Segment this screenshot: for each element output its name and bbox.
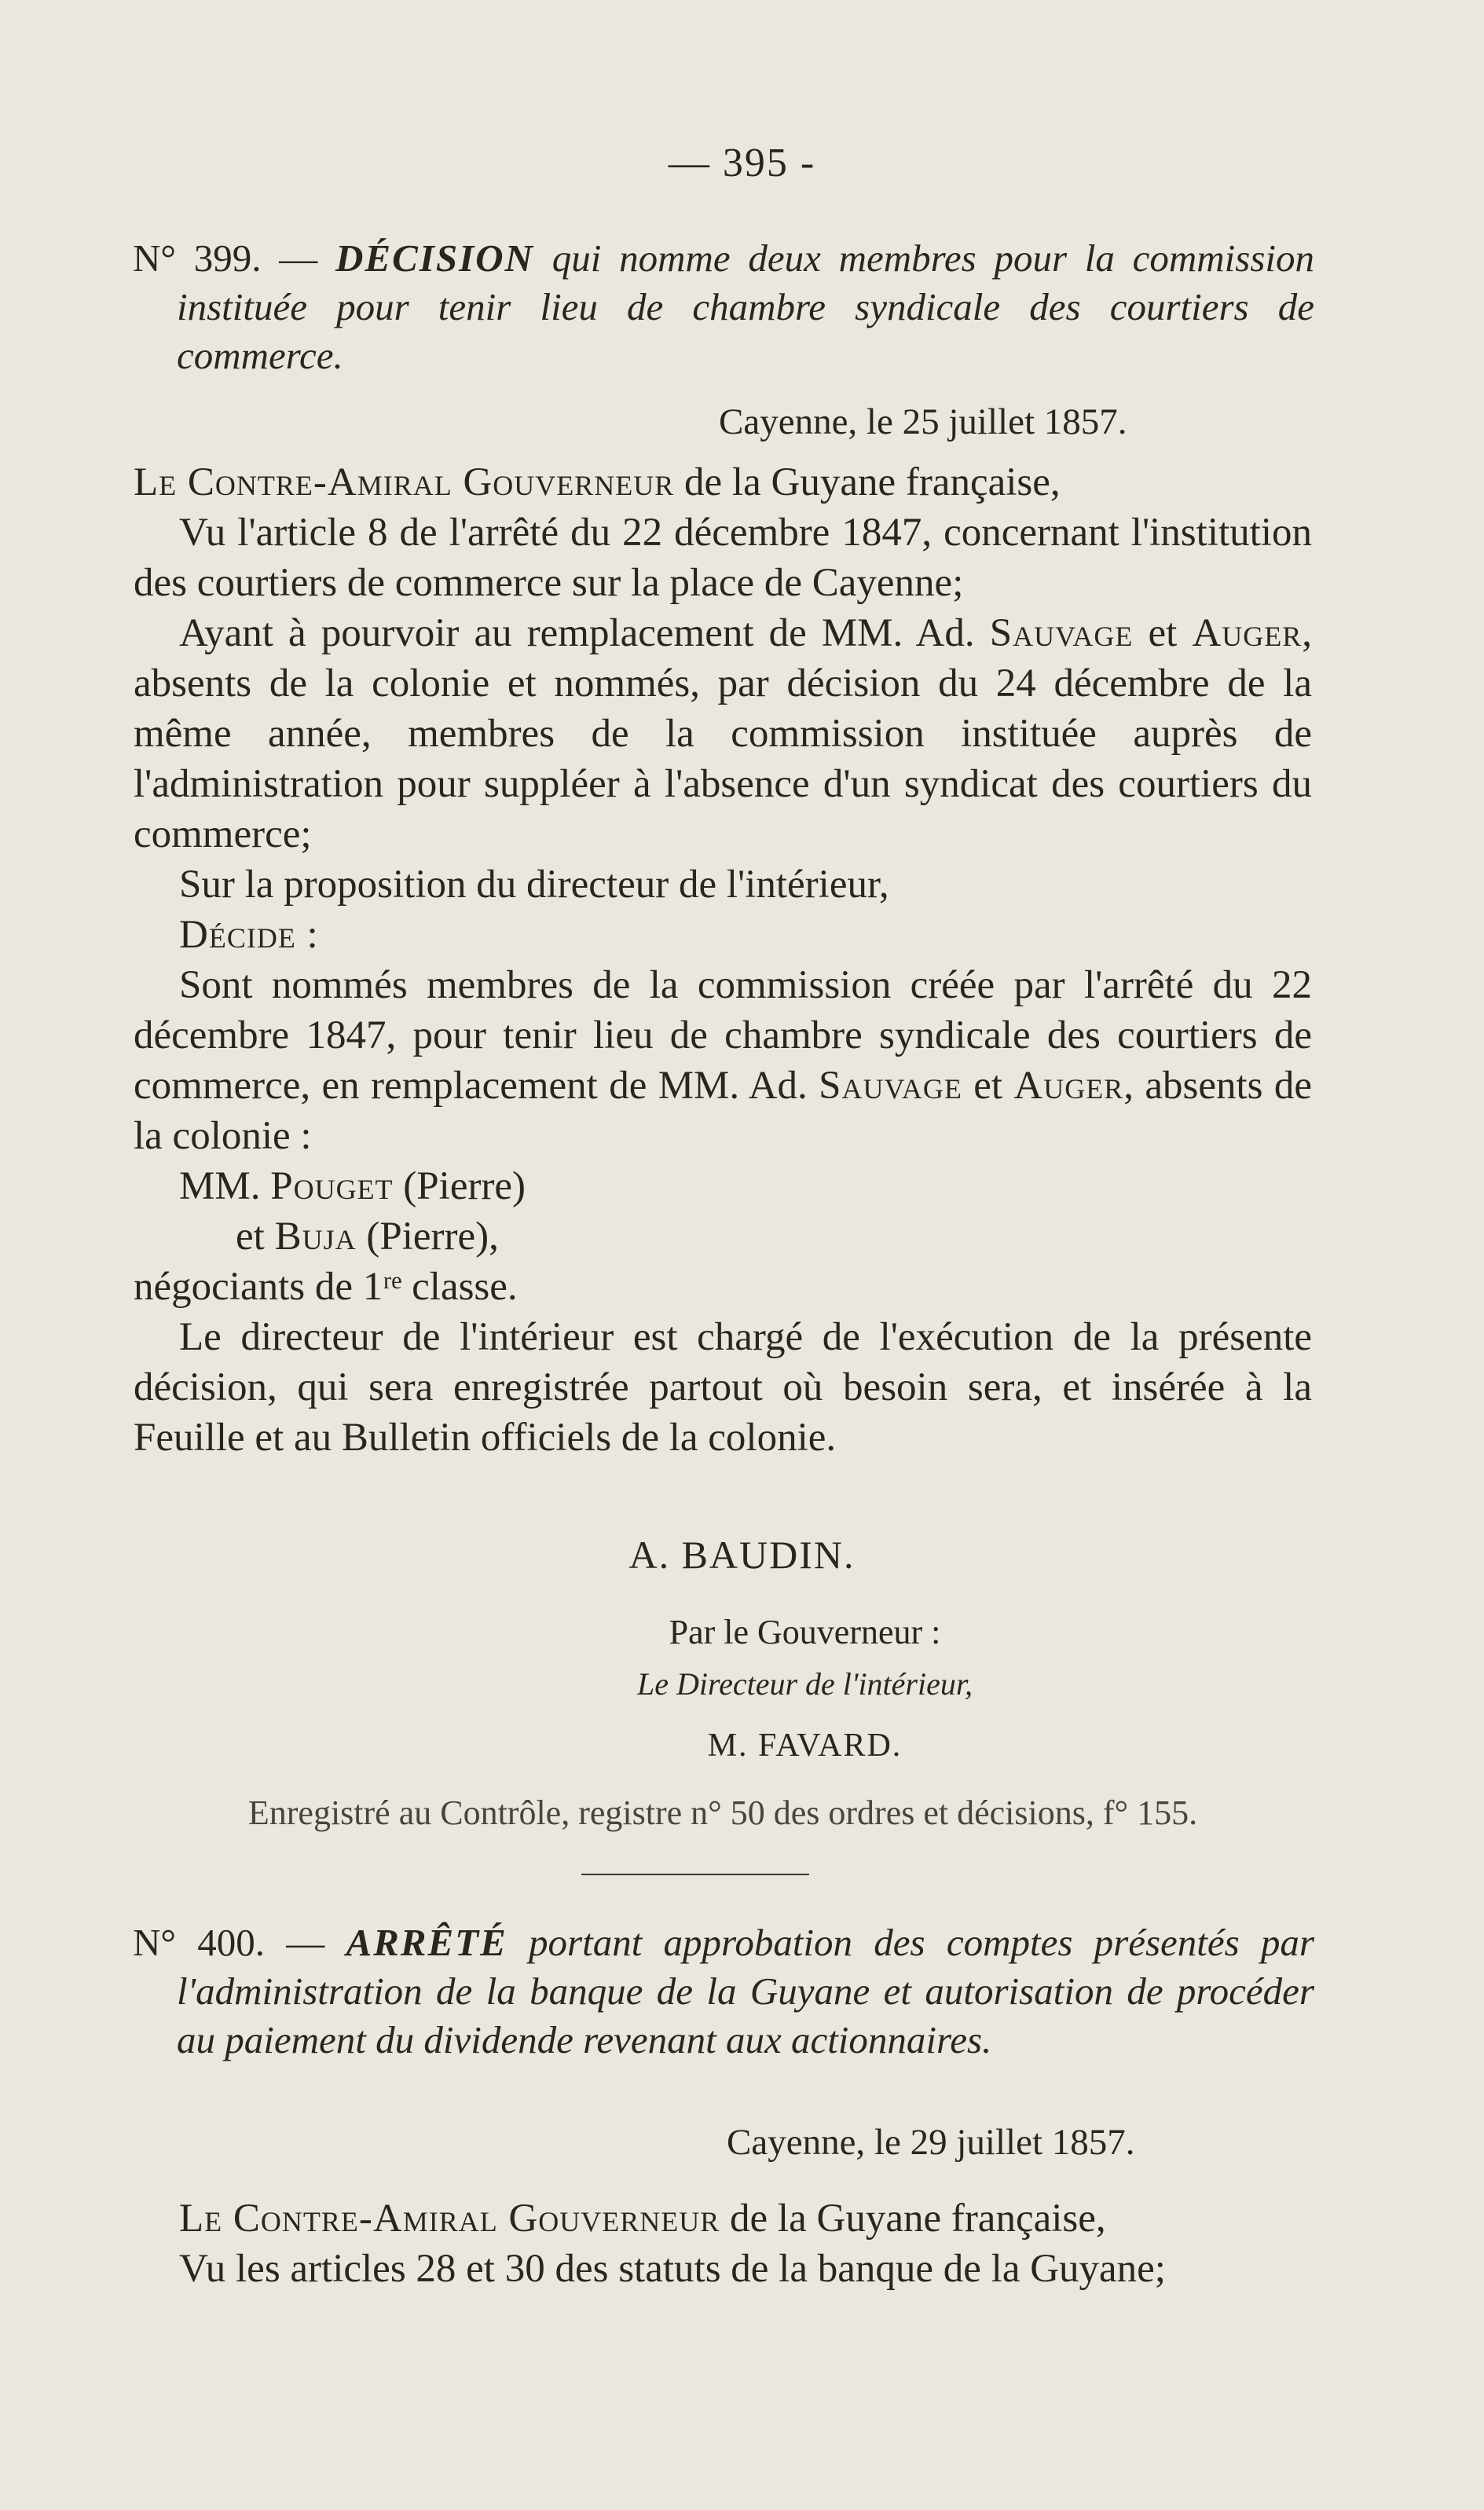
signature-director: M. FAVARD.	[707, 1728, 903, 1764]
paragraph-sur: Sur la proposition du directeur de l'intérieur,	[179, 863, 889, 907]
signature-name: A. BAUDIN.	[628, 1533, 856, 1577]
signature-title: Le Directeur de l'intérieur,	[637, 1666, 973, 1702]
decision-title: qui nomme deux membres pour la commission instituée pour tenir lieu de chambre syndicale des courtiers de commerce.	[177, 236, 1315, 377]
decision-399-body	[134, 457, 1312, 1463]
member-pouget: MM. Pouget (Pierre)	[179, 1164, 526, 1208]
governor-title: Le Contre-Amiral Gouverneur	[134, 460, 675, 504]
paragraph-sont: Sont nommés membres de la commission créée par l'arrêté du 22 décembre 1847, pour tenir lieu de chambre syndicale des courtiers de commerce, en remplacement de MM. Ad. Sauvage et Auger, absents de la colonie :	[134, 963, 1313, 1158]
registration-note: Enregistré au Contrôle, registre n° 50 des ordres et décisions, f° 155.	[247, 1794, 1198, 1832]
page-number: — 395 -	[668, 141, 816, 185]
paragraph-le-directeur: Le directeur de l'intérieur est chargé de l'exécution de la présente décision, qui sera enregistrée partout où besoin sera, et insérée à la Feuille et au Bulletin officiels de la colonie.	[134, 1315, 1312, 1460]
name-auger: Auger	[1192, 611, 1303, 655]
place-date: Cayenne, le 25 juillet 1857.	[719, 401, 1127, 442]
arrete-title: portant approbation des comptes présentés par l'administration de la banque de la Guyane et autorisation de procéder au paiement du dividende revenant aux actionnaires.	[177, 1921, 1314, 2061]
member-buja: et Buja (Pierre),	[236, 1215, 499, 1259]
decision-keyword: DÉCISION	[335, 236, 534, 280]
negociants-line: négociants de 1ʳᵉ classe.	[134, 1265, 518, 1309]
paragraph-vu: Vu l'article 8 de l'arrêté du 22 décembre 1847, concernant l'institution des courtiers de commerce sur la place de Cayenne;	[134, 511, 1312, 605]
signature-par: Par le Gouverneur :	[669, 1613, 941, 1651]
paragraph-vu-400: Vu les articles 28 et 30 des statuts de la banque de la Guyane;	[179, 2247, 1166, 2291]
arrete-number: N° 400. —	[133, 1921, 325, 1964]
governor-title: Le Contre-Amiral Gouverneur	[179, 2197, 720, 2241]
name-auger: Auger	[1013, 1064, 1124, 1108]
decision-399-heading	[133, 234, 1315, 380]
arrete-keyword: ARRÊTÉ	[346, 1921, 507, 1964]
name-sauvage: Sauvage	[819, 1064, 962, 1108]
opening-line: Le Contre-Amiral Gouverneur de la Guyane française,	[134, 460, 1061, 504]
opening-line-400: Le Contre-Amiral Gouverneur de la Guyane française,	[179, 2197, 1106, 2241]
arrete-400-heading	[133, 1918, 1314, 2065]
decide-label: Décide :	[179, 913, 319, 957]
paragraph-ayant: Ayant à pourvoir au remplacement de MM. Ad. Sauvage et Auger, absents de la colonie et nommés, par décision du 24 décembre de la même année, membres de la commission instituée auprès de l'administration pour suppléer à l'absence d'un syndicat des courtiers du commerce;	[134, 611, 1313, 856]
decision-number: N° 399. —	[133, 236, 318, 280]
name-sauvage: Sauvage	[989, 611, 1134, 655]
section-divider	[581, 1874, 809, 1875]
place-date-400: Cayenne, le 29 juillet 1857.	[727, 2122, 1135, 2163]
arrete-400-body	[134, 2193, 1312, 2294]
